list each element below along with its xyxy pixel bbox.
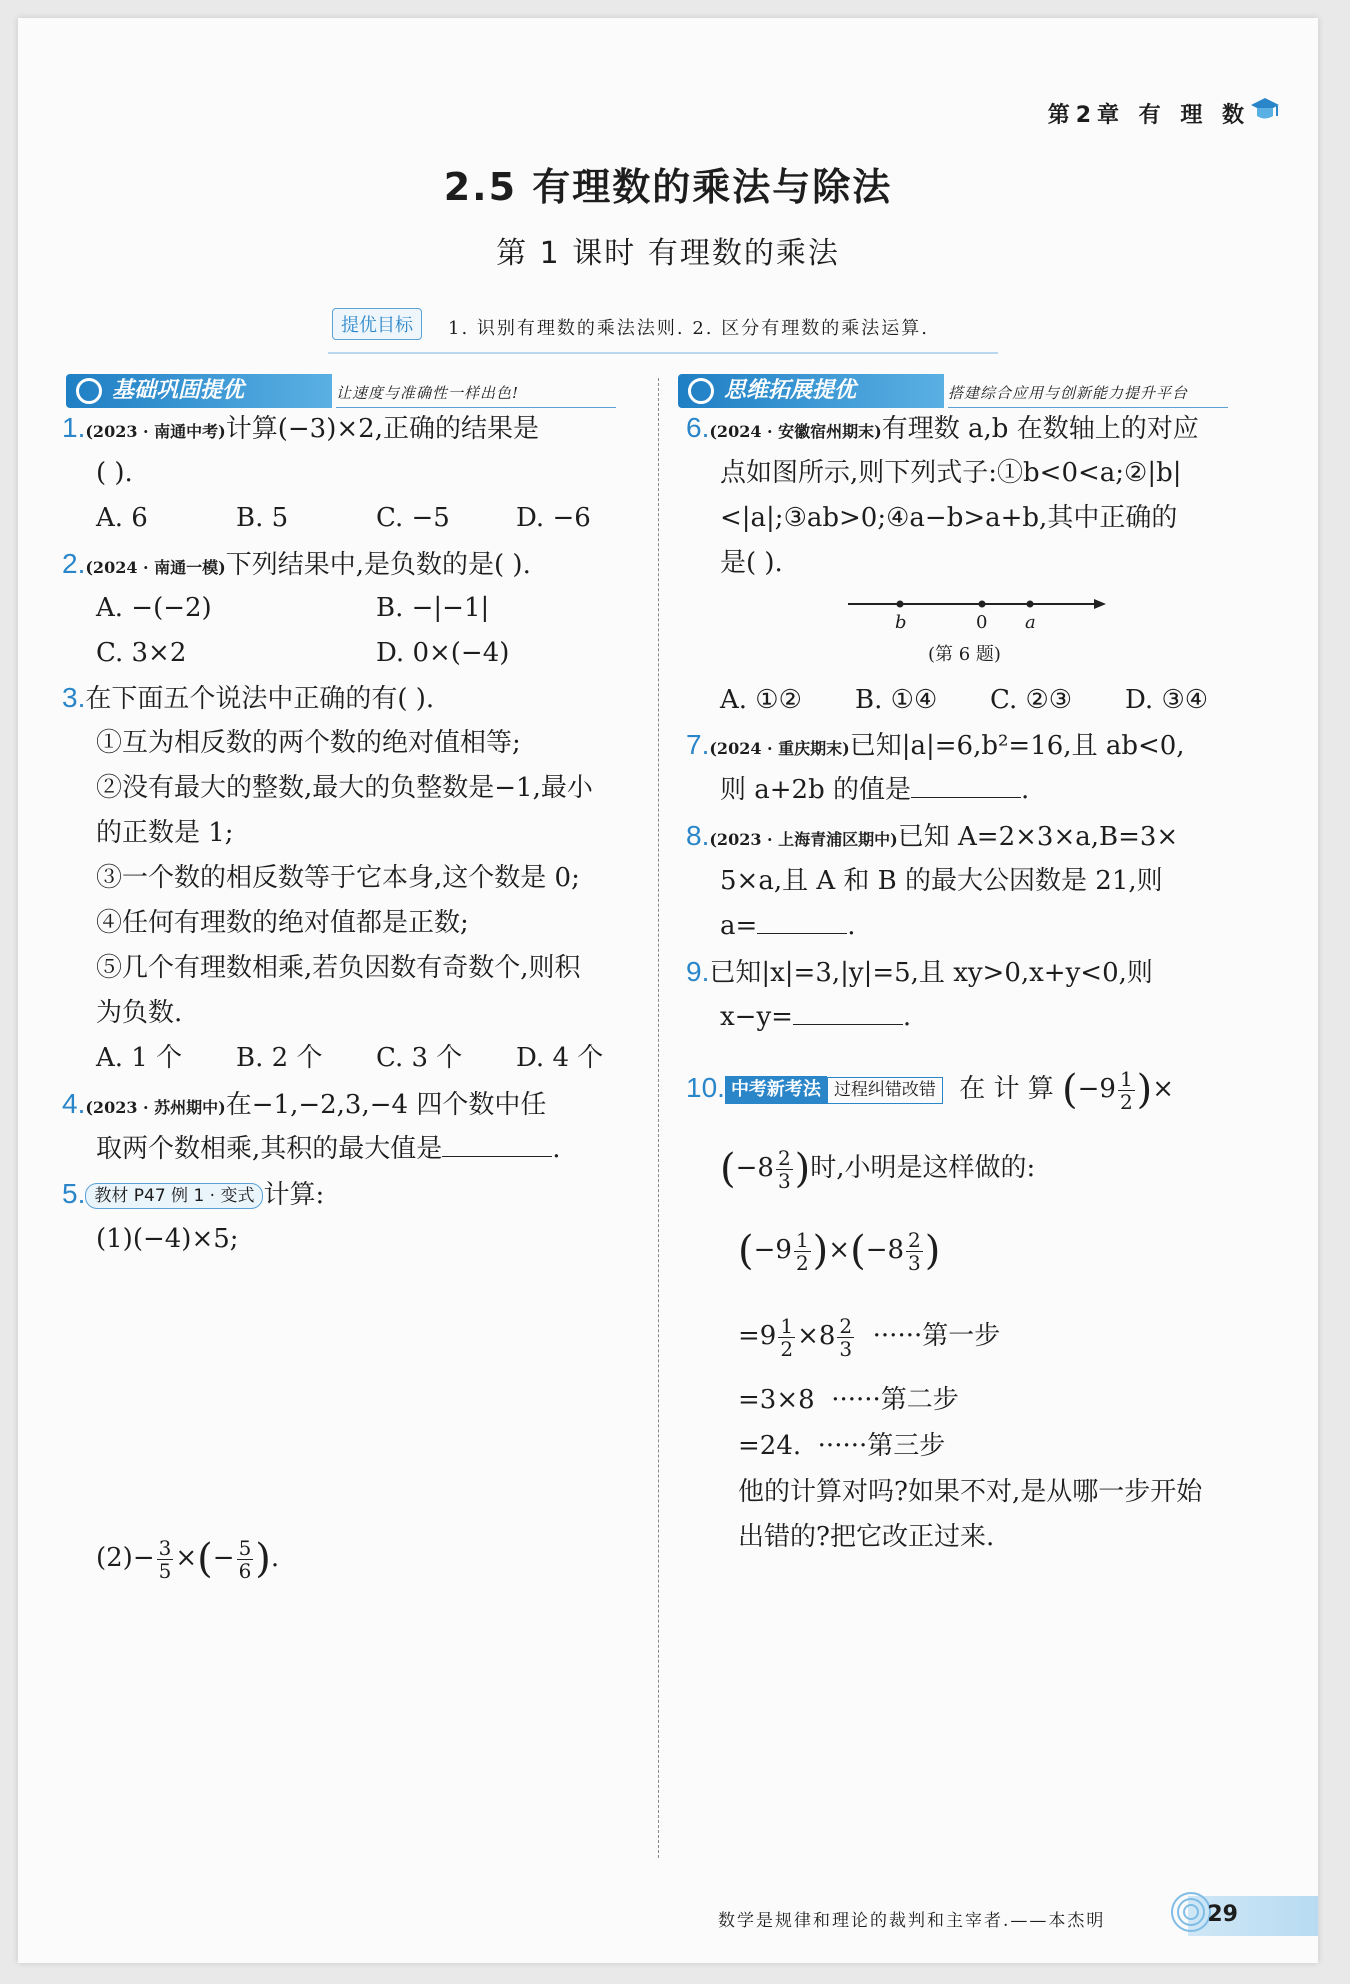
axis-label-a: a xyxy=(1025,612,1036,633)
q6-figure-caption: (第 6 题) xyxy=(928,644,1001,665)
q6-line3: <|a|;③ab>0;④a−b>a+b,其中正确的 xyxy=(720,503,1178,533)
q3-statement-3: ③一个数的相反数等于它本身,这个数是 0; xyxy=(96,863,580,893)
q7-source: (2024 · 重庆期末) xyxy=(709,739,850,758)
target-icon xyxy=(76,378,102,404)
q10-line2: (−8 $\frac{2}{3}$ )时,小明是这样做的: xyxy=(720,1145,1036,1193)
column-divider xyxy=(658,378,659,1858)
q2-number: 2. xyxy=(62,548,86,579)
q8-number: 8. xyxy=(686,820,710,851)
q1-line1 xyxy=(62,406,539,454)
q6-option-c[interactable]: C. ②③ xyxy=(990,685,1073,715)
q10-step2-label: ······第二步 xyxy=(831,1385,959,1415)
q1-option-a[interactable]: A. 6 xyxy=(96,503,148,533)
goal-tag: 提优目标 xyxy=(332,308,422,340)
q5-part2: (2)− $\frac{3}{5}$ ×(− $\frac{5}{6}$ ). xyxy=(96,1535,280,1583)
q10-tag-new-method: 中考新考法 xyxy=(725,1076,827,1104)
lesson-subtitle: 第 1 课时 有理数的乘法 xyxy=(496,236,840,271)
q1-options xyxy=(96,496,636,540)
q10-stem: 在 计 算 xyxy=(959,1074,1054,1104)
q5-part1: (1)(−4)×5; xyxy=(96,1224,239,1254)
q3-stem: 在下面五个说法中正确的有( ). xyxy=(85,684,435,714)
q1-line2: ( ). xyxy=(96,458,133,488)
q10-step3-label: ······第三步 xyxy=(817,1431,946,1461)
frac-num: 5 xyxy=(238,1535,252,1560)
q10-step1-label: ······第一步 xyxy=(872,1321,1001,1351)
q7-line1 xyxy=(686,723,1185,771)
q4-answer-blank[interactable] xyxy=(442,1130,552,1157)
q5-textbook-tag: 教材 P47 例 1 · 变式 xyxy=(85,1183,263,1209)
q6-source: (2024 · 安徽宿州期末) xyxy=(709,422,882,441)
q3-option-d[interactable]: D. 4 个 xyxy=(516,1043,604,1073)
q1-option-b[interactable]: B. 5 xyxy=(236,503,289,533)
q6-line4: 是( ). xyxy=(720,548,783,578)
q7-number: 7. xyxy=(686,729,710,760)
q8-stem: 已知 A=2×3×a,B=3× xyxy=(897,822,1179,852)
q5-line1 xyxy=(62,1172,324,1217)
frac-num: 3 xyxy=(158,1535,172,1560)
graduation-cap-icon xyxy=(1250,96,1280,128)
q6-number-line xyxy=(848,592,1108,636)
q5-stem: 计算: xyxy=(263,1180,325,1210)
q6-stem: 有理数 a,b 在数轴上的对应 xyxy=(881,414,1199,444)
q9-answer-blank[interactable] xyxy=(793,998,903,1025)
left-section-banner xyxy=(66,374,332,408)
goal-text: 1. 识别有理数的乘法法则. 2. 区分有理数的乘法运算. xyxy=(448,318,929,339)
q10-frac-a: $\frac{1}{2}$ xyxy=(1119,1066,1133,1114)
q3-statement-5: ⑤几个有理数相乘,若负因数有奇数个,则积 xyxy=(96,953,581,983)
lesson-title: 2.5 有理数的乘法与除法 xyxy=(443,165,893,209)
textbook-page xyxy=(18,18,1318,1963)
q8-line1 xyxy=(686,814,1178,862)
q5-fraction-1 xyxy=(157,1537,174,1582)
q6-line2: 点如图所示,则下列式子:①b<0<a;②|b| xyxy=(720,458,1182,488)
q2-option-d[interactable]: D. 0×(−4) xyxy=(376,638,510,668)
q10-number: 10. xyxy=(686,1072,725,1103)
q5-number: 5. xyxy=(62,1178,86,1209)
q2-option-c[interactable]: C. 3×2 xyxy=(96,638,187,668)
q6-line1 xyxy=(686,406,1199,454)
q9-line2: x−y= . xyxy=(720,995,911,1039)
q7-line2: 则 a+2b 的值是 . xyxy=(720,768,1029,812)
q10-step3 xyxy=(738,1424,945,1468)
q3-statement-5b: 为负数. xyxy=(96,998,183,1028)
q3-statement-4: ④任何有理数的绝对值都是正数; xyxy=(96,908,469,938)
q5-part2-prefix: (2)− xyxy=(96,1543,155,1573)
q4-line1 xyxy=(62,1082,546,1130)
q2-source: (2024 · 南通一模) xyxy=(85,558,226,577)
right-banner-note: 搭建综合应用与创新能力提升平台 xyxy=(948,382,1228,408)
q7-stem2: 则 a+2b 的值是 xyxy=(720,775,912,805)
q3-statement-1: ①互为相反数的两个数的绝对值相等; xyxy=(96,728,521,758)
q1-source: (2023 · 南通中考) xyxy=(85,422,226,441)
atom-icon xyxy=(688,378,714,404)
q3-option-b[interactable]: B. 2 个 xyxy=(236,1043,323,1073)
axis-label-0: 0 xyxy=(976,612,988,633)
q4-stem2: 取两个数相乘,其积的最大值是 xyxy=(96,1134,443,1164)
q2-option-b[interactable]: B. −|−1| xyxy=(376,593,490,623)
q6-option-d[interactable]: D. ③④ xyxy=(1125,685,1209,715)
q2-options-row2 xyxy=(96,631,509,675)
q6-option-b[interactable]: B. ①④ xyxy=(855,685,938,715)
q8-stem3: a= xyxy=(720,911,758,941)
q9-number: 9. xyxy=(686,956,710,987)
q3-statement-2b: 的正数是 1; xyxy=(96,818,234,848)
q10-step2 xyxy=(738,1378,959,1422)
q10-line1: 10. 中考新考法 过程纠错改错 在 计 算 (−9 $\frac{1}{2}$ )× xyxy=(686,1066,1175,1114)
q2-option-a[interactable]: A. −(−2) xyxy=(96,593,212,623)
q7-stem: 已知|a|=6,b²=16,且 ab<0, xyxy=(849,731,1185,761)
q10-question-line1: 他的计算对吗?如果不对,是从哪一步开始 xyxy=(738,1477,1203,1507)
q6-option-a[interactable]: A. ①② xyxy=(720,685,802,715)
q3-options xyxy=(96,1036,636,1080)
q2-line1 xyxy=(62,542,531,590)
axis-label-b: b xyxy=(895,612,907,633)
q7-answer-blank[interactable] xyxy=(911,771,1021,798)
q4-line2: 取两个数相乘,其积的最大值是 . xyxy=(96,1127,561,1171)
q8-answer-blank[interactable] xyxy=(757,907,847,934)
q10-step2-expr: =3×8 xyxy=(738,1385,815,1415)
q6-options xyxy=(720,678,1208,722)
footer-quote: 数学是规律和理论的裁判和主宰者.——本杰明 xyxy=(718,1911,1106,1931)
q3-statement-2: ②没有最大的整数,最大的负整数是−1,最小 xyxy=(96,773,593,803)
q1-option-d[interactable]: D. −6 xyxy=(516,503,591,533)
q10-tag-error-correction: 过程纠错改错 xyxy=(827,1077,943,1104)
q3-option-c[interactable]: C. 3 个 xyxy=(376,1043,463,1073)
q3-number: 3. xyxy=(62,682,86,713)
q2-options-row1 xyxy=(96,586,489,630)
q2-stem: 下列结果中,是负数的是( ). xyxy=(225,550,531,580)
q3-option-a[interactable]: A. 1 个 xyxy=(96,1043,183,1073)
q10-frac-b: $\frac{2}{3}$ xyxy=(777,1145,791,1193)
page-number: 29 xyxy=(1207,1902,1238,1927)
q10-question-line2: 出错的?把它改正过来. xyxy=(738,1522,995,1552)
q5-fraction-2 xyxy=(237,1537,254,1582)
frac-den: 6 xyxy=(238,1558,252,1583)
right-section-banner xyxy=(678,374,944,408)
q10-stem-mid: 时,小明是这样做的: xyxy=(810,1153,1036,1183)
q1-number: 1. xyxy=(62,412,86,443)
q9-stem: 已知|x|=3,|y|=5,且 xy>0,x+y<0,则 xyxy=(709,958,1153,988)
q4-number: 4. xyxy=(62,1088,86,1119)
q9-stem2: x−y= xyxy=(720,1002,793,1032)
q8-source: (2023 · 上海青浦区期中) xyxy=(709,830,898,849)
q4-stem: 在−1,−2,3,−4 四个数中任 xyxy=(225,1090,547,1120)
right-banner-label: 思维拓展提优 xyxy=(724,378,857,403)
chapter-label: 第2章 有 理 数 xyxy=(1047,103,1250,128)
q1-stem: 计算(−3)×2,正确的结果是 xyxy=(225,414,539,444)
q1-option-c[interactable]: C. −5 xyxy=(376,503,450,533)
q10-step1: =9 $\frac{1}{2}$ ×8 $\frac{2}{3}$ ······第一步 xyxy=(738,1313,1001,1361)
left-banner-note: 让速度与准确性一样出色! xyxy=(336,382,616,408)
left-banner-label: 基础巩固提优 xyxy=(112,378,245,403)
frac-den: 5 xyxy=(158,1558,172,1583)
q3-line1 xyxy=(62,676,434,721)
q4-source: (2023 · 苏州期中) xyxy=(85,1098,226,1117)
q8-line2: 5×a,且 A 和 B 的最大公因数是 21,则 xyxy=(720,866,1163,896)
q10-expression: (−9 $\frac{1}{2}$ )×(−8 $\frac{2}{3}$ ) xyxy=(738,1227,941,1275)
q6-number: 6. xyxy=(686,412,710,443)
q9-line1 xyxy=(686,950,1153,995)
q10-step3-expr: =24. xyxy=(738,1431,802,1461)
q8-line3: a= . xyxy=(720,904,856,948)
